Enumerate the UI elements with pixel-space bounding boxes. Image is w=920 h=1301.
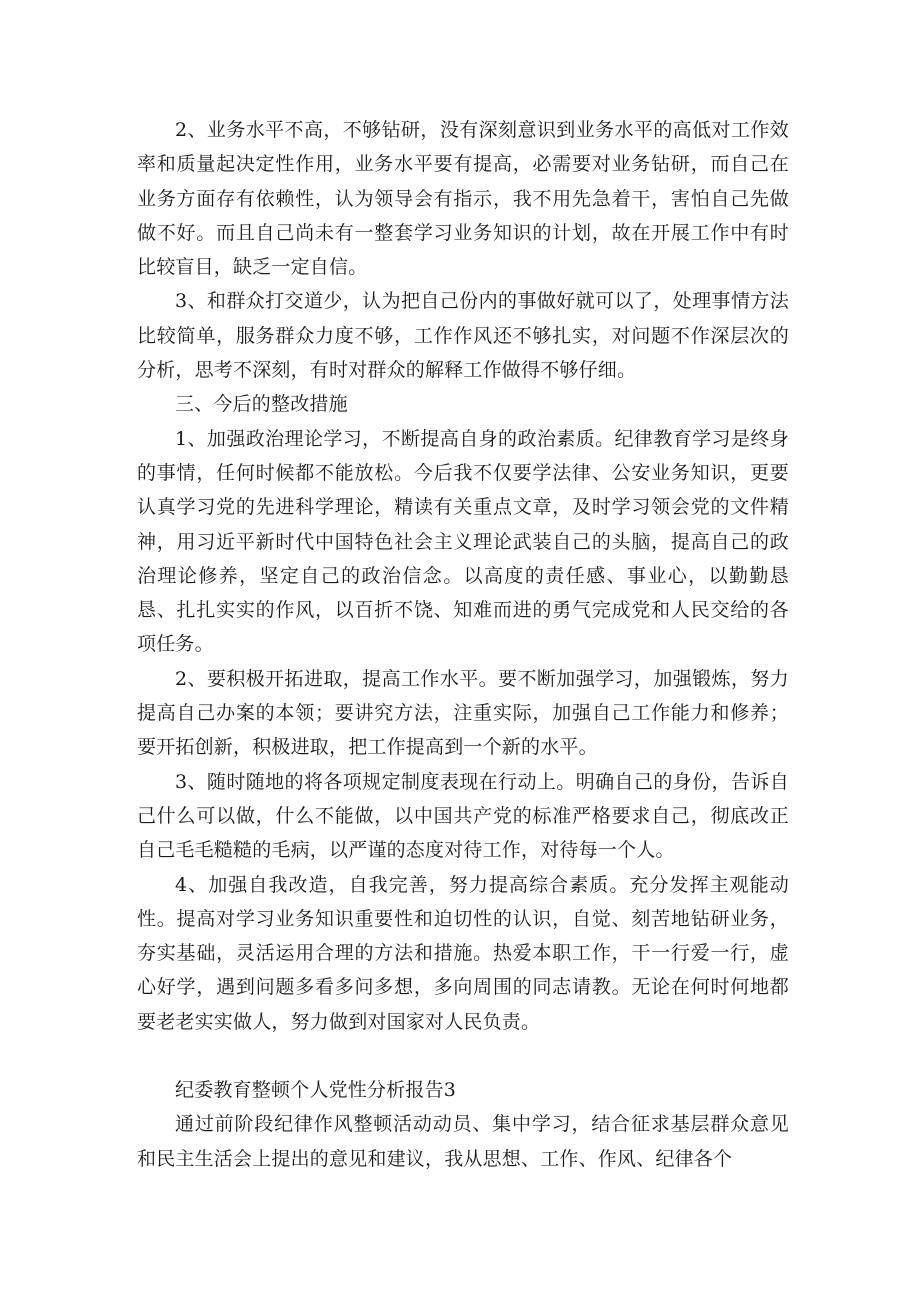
measure-3: 3、随时随地的将各项规定制度表现在行动上。明确自己的身份，告诉自己什么可以做，什么不能做，以中国共产党的标准严格要求自己，彻底改正自己毛毛糙糙的毛病，以严谨的态度对待工作，对待每一个人。: [137, 770, 789, 862]
section-heading: 三、今后的整改措施: [175, 393, 348, 416]
measure-1: 1、加强政治理论学习，不断提高自身的政治素质。纪律教育学习是终身的事情，任何时候都不能放松。今后我不仅要学法律、公安业务知识，更要认真学习党的先进科学理论，精读有关重点文章，及时学习领会党的文件精神，用习近平新时代中国特色社会主义理论武装自己的头脑，提高自己的政治理论修养，坚定自己的政治信念。以高度的责任感、事业心，以勤勤恳恳、扎扎实实的作风，以百折不饶、知难而进的勇气完成党和人民交给的各项任务。: [137, 427, 789, 656]
document-body: [137, 113, 789, 1176]
report-title: 纪委教育整顿个人党性分析报告3: [175, 1079, 457, 1102]
measure-4: 4、加强自我改造，自我完善，努力提高综合素质。充分发挥主观能动性。提高对学习业务知识重要性和迫切性的认识，自觉、刻苦地钻研业务，夯实基础，灵活运用合理的方法和措施。热爱本职工作，干一行爱一行，虚心好学，遇到问题多看多问多想，多向周围的同志请教。无论在何时何地都要老老实实做人，努力做到对国家对人民负责。: [137, 873, 789, 1033]
measure-2: 2、要积极开拓进取，提高工作水平。要不断加强学习，加强锻炼，努力提高自己办案的本领；要讲究方法，注重实际，加强自己工作能力和修养；要开拓创新，积极进取，把工作提高到一个新的水平。: [137, 667, 789, 759]
paragraph-mass-contact: 3、和群众打交道少，认为把自己份内的事做好就可以了，处理事情方法比较简单，服务群众力度不够，工作作风还不够扎实，对问题不作深层次的分析，思考不深刻，有时对群众的解释工作做得不够仔细。: [137, 290, 789, 382]
report-intro: 通过前阶段纪律作风整顿活动动员、集中学习，结合征求基层群众意见和民主生活会上提出的意见和建议，我从思想、工作、作风、纪律各个: [137, 1113, 789, 1170]
paragraph-business-level: 2、业务水平不高，不够钻研，没有深刻意识到业务水平的高低对工作效率和质量起决定性作用，业务水平要有提高，必需要对业务钻研，而自己在业务方面存有依赖性，认为领导会有指示，我不用先急着干，害怕自己先做做不好。而且自己尚未有一整套学习业务知识的计划，故在开展工作中有时比较盲目，缺乏一定自信。: [137, 119, 789, 279]
section-spacer: [137, 1039, 789, 1073]
